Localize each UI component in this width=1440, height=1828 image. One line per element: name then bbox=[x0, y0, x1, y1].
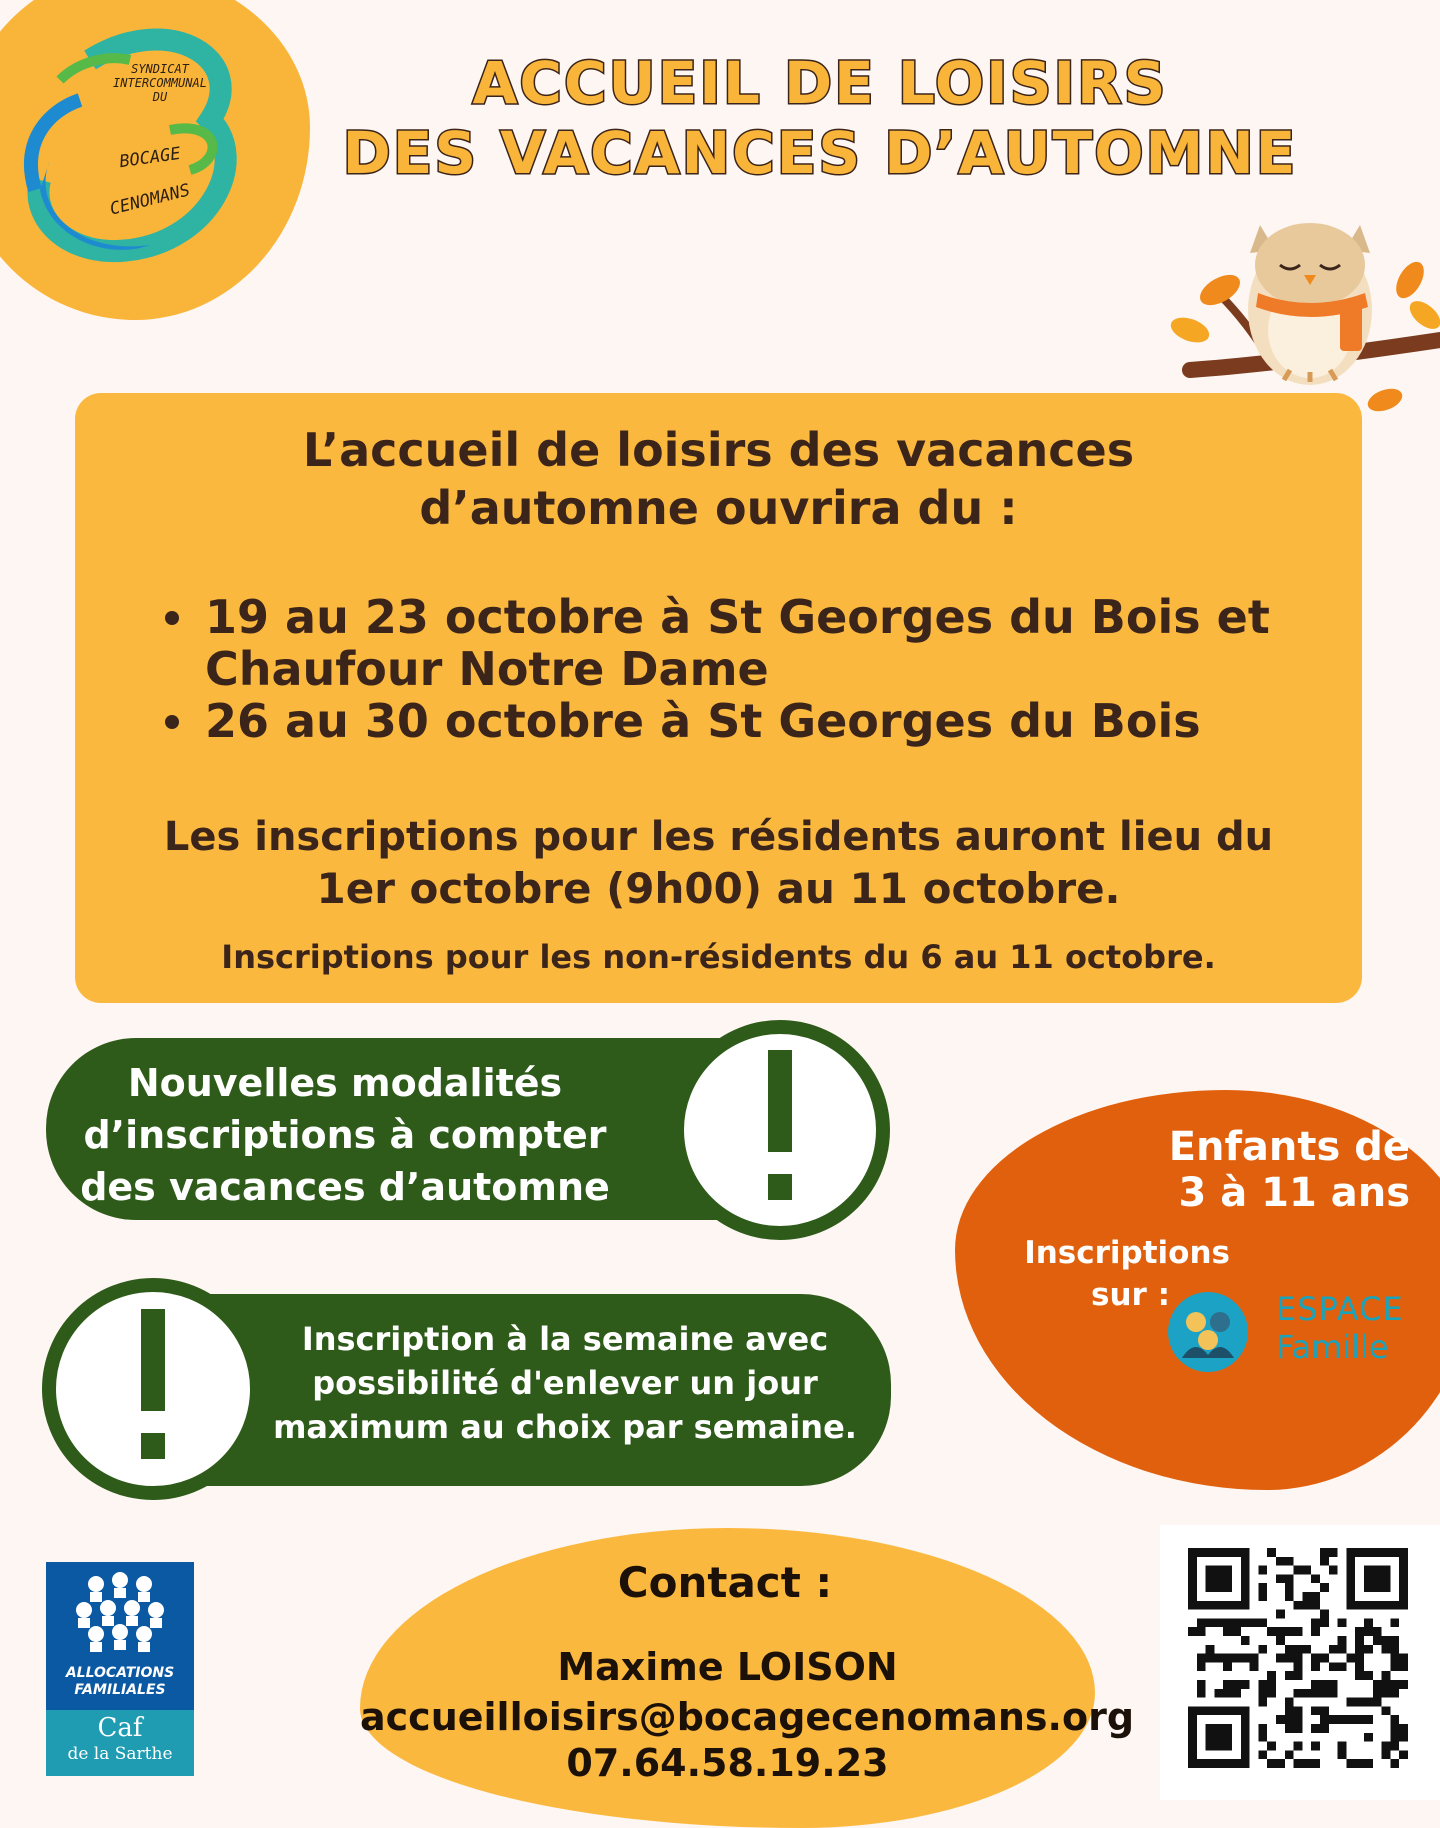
intro-heading bbox=[75, 421, 1362, 537]
espace-famille-icon[interactable] bbox=[1168, 1292, 1248, 1372]
notice-weekly-text bbox=[270, 1317, 860, 1449]
notice2-line2: possibilité d'enlever un jour bbox=[312, 1364, 818, 1402]
logo-line3: DU bbox=[152, 90, 168, 104]
item1-line1: 19 au 23 octobre à St Georges du Bois et bbox=[205, 590, 1270, 644]
caf-text bbox=[46, 1665, 194, 1699]
caf-line1: ALLOCATIONS bbox=[65, 1665, 175, 1681]
syndicat-logo bbox=[20, 20, 250, 270]
caf-brand: Caf bbox=[97, 1713, 143, 1743]
insc-line1: Inscriptions bbox=[1024, 1235, 1230, 1271]
espace-line2: Famille bbox=[1276, 1328, 1389, 1366]
caf-figures-icon bbox=[46, 1562, 194, 1666]
insc-line2: sur : bbox=[1091, 1277, 1170, 1313]
exclamation-icon bbox=[42, 1278, 264, 1500]
contact-title: Contact : bbox=[617, 1558, 833, 1607]
intro-line2: d’automne ouvrira du : bbox=[419, 481, 1018, 535]
non-residents-info: Inscriptions pour les non-résidents du 6 au 11 octobre. bbox=[221, 938, 1216, 976]
dates-list bbox=[155, 591, 1305, 747]
notice2-line3: maximum au choix par semaine. bbox=[273, 1408, 857, 1446]
logo-line5: CENOMANS bbox=[107, 180, 193, 220]
contact-phone[interactable]: 07.64.58.19.23 bbox=[566, 1741, 889, 1785]
caf-logo-top bbox=[46, 1562, 194, 1710]
title-line2: DES VACANCES D’AUTOMNE bbox=[342, 119, 1298, 187]
item2-line1: 26 au 30 octobre à St Georges du Bois bbox=[205, 694, 1201, 748]
page-title bbox=[320, 48, 1320, 188]
qr-code[interactable] bbox=[1188, 1548, 1408, 1768]
notice2-line1: Inscription à la semaine avec bbox=[301, 1320, 829, 1358]
caf-line2: FAMILIALES bbox=[74, 1682, 166, 1698]
contact-email[interactable]: accueilloisirs@bocagecenomans.org bbox=[360, 1695, 1135, 1739]
notice1-line1: Nouvelles modalités bbox=[127, 1061, 563, 1105]
logo-line2: INTERCOMMUNAL bbox=[113, 76, 207, 90]
notice1-line2: d’inscriptions à compter bbox=[83, 1113, 607, 1157]
list-item bbox=[155, 695, 1305, 747]
logo-line1: SYNDICAT bbox=[131, 62, 189, 76]
contact-name: Maxime LOISON bbox=[557, 1645, 898, 1689]
inscriptions-dates: 1er octobre (9h00) au 11 octobre. bbox=[316, 864, 1121, 913]
inscriptions-info bbox=[75, 811, 1362, 915]
notice1-line3: des vacances d’automne bbox=[80, 1165, 610, 1209]
main-info-box bbox=[75, 393, 1362, 1003]
notice-new-rules-text bbox=[60, 1057, 630, 1213]
age-range bbox=[1150, 1124, 1410, 1216]
inscriptions-text: Les inscriptions pour les résidents auront lieu du bbox=[163, 814, 1274, 860]
espace-famille-link[interactable] bbox=[1276, 1290, 1426, 1366]
espace-line1: ESPACE bbox=[1276, 1290, 1404, 1328]
age-line1: Enfants de bbox=[1168, 1124, 1410, 1170]
intro-line1: L’accueil de loisirs des vacances bbox=[302, 423, 1135, 477]
exclamation-icon bbox=[670, 1020, 890, 1240]
logo-line4: BOCAGE bbox=[118, 143, 182, 173]
age-line2: 3 à 11 ans bbox=[1178, 1170, 1410, 1216]
caf-region: de la Sarthe bbox=[67, 1744, 173, 1764]
caf-logo bbox=[46, 1562, 194, 1776]
list-item bbox=[155, 591, 1305, 695]
item1-line2: Chaufour Notre Dame bbox=[205, 642, 769, 696]
title-line1: ACCUEIL DE LOISIRS bbox=[472, 49, 1168, 117]
